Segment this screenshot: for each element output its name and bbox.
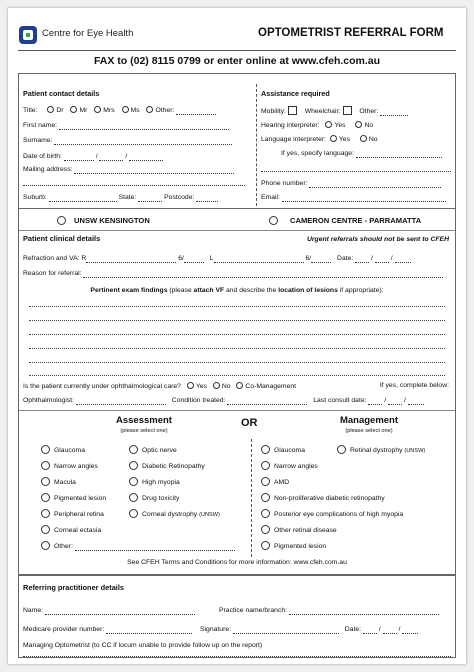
first-name-row: First name: (23, 122, 229, 130)
logo-icon (18, 25, 38, 45)
location-kensington[interactable]: UNSW KENSINGTON (57, 216, 150, 225)
fax-line: FAX to (02) 8115 0799 or enter online at www.cfeh.com.au (93, 55, 381, 67)
under-care-no[interactable]: No (213, 383, 231, 390)
ophthalmologist-row: Ophthalmologist: Condition treated: Last consult date: / / (23, 397, 424, 405)
findings-line-1[interactable] (29, 306, 445, 307)
findings-line-6[interactable] (29, 375, 445, 376)
contact-section (18, 73, 456, 209)
referrer-date-month[interactable] (383, 626, 397, 634)
consult-day[interactable] (368, 397, 382, 405)
mailing-line-2[interactable] (23, 178, 245, 186)
referrer-section (18, 574, 456, 658)
pertinent-findings: Pertinent exam findings (please attach VF and describe the location of lesions if appropriate): (90, 287, 384, 294)
title-option-mrs[interactable]: Mrs (94, 107, 114, 114)
clinical-rule (19, 410, 455, 411)
practice-field[interactable] (289, 607, 439, 615)
phone-field[interactable] (309, 180, 441, 188)
assessment-sub: (please select one) (120, 428, 168, 434)
assess-peripheral-retina[interactable]: Peripheral retina (41, 509, 104, 519)
findings-line-4[interactable] (29, 348, 445, 349)
mobility-row: Mobility: Wheelchair: Other: (261, 106, 408, 116)
email-row: Email: (261, 194, 446, 202)
assessment-heading: Assessment (116, 415, 172, 426)
managing-field[interactable] (23, 649, 451, 657)
assess-narrow-angles[interactable]: Narrow angles (41, 461, 98, 471)
title-other-field[interactable] (176, 107, 216, 115)
manage-npdr[interactable]: Non-proliferative diabetic retinopathy (261, 493, 385, 503)
assess-glaucoma[interactable]: Glaucoma (41, 445, 85, 455)
surname-field[interactable] (54, 137, 232, 145)
org-name: Centre for Eye Health (42, 28, 134, 39)
hearing-no[interactable]: No (355, 122, 373, 129)
clinical-heading: Patient clinical details (23, 234, 101, 243)
or-label: OR (241, 417, 258, 429)
language-row: Language interpreter: Yes No (261, 136, 378, 143)
referrer-name-row: Name: (23, 607, 195, 615)
refraction-row: Refraction and VA: R 6/ L 6/ Date: / / (23, 255, 411, 263)
assess-other-field[interactable] (75, 543, 235, 551)
terms-note: See CFEH Terms and Conditions for more information: www.cfeh.com.au (127, 559, 347, 566)
email-field[interactable] (282, 194, 446, 202)
location-rule (19, 230, 455, 231)
phone-row: Phone number: (261, 180, 441, 188)
dob-month[interactable] (99, 153, 123, 161)
manage-retinal-dystrophy[interactable]: Retinal dystrophy (UNSW) (337, 445, 425, 455)
provider-field[interactable] (106, 626, 192, 634)
suburb-row: Suburb: State: Postcode: (23, 194, 218, 202)
clinical-section (18, 208, 456, 576)
manage-amd[interactable]: AMD (261, 477, 289, 487)
assess-macula[interactable]: Macula (41, 477, 76, 487)
dob-day[interactable] (64, 153, 94, 161)
dob-row: Date of birth: / / (23, 153, 163, 161)
reason-row: Reason for referral: (23, 270, 443, 278)
under-care-yes[interactable]: Yes (187, 383, 207, 390)
va-r-field[interactable] (184, 255, 204, 263)
surname-row: Surname: (23, 137, 232, 145)
location-parramatta[interactable]: CAMERON CENTRE - PARRAMATTA (269, 216, 421, 225)
complete-below: If yes, complete below: (379, 382, 449, 389)
mobility-checkbox[interactable] (288, 106, 297, 115)
referrer-date-day[interactable] (363, 626, 377, 634)
hearing-yes[interactable]: Yes (325, 122, 345, 129)
state-field[interactable] (138, 194, 162, 202)
findings-line-3[interactable] (29, 334, 445, 335)
va-l-field[interactable] (311, 255, 331, 263)
referrer-name-field[interactable] (45, 607, 195, 615)
referrer-heading: Referring practitioner details (23, 583, 125, 592)
condition-field[interactable] (227, 397, 307, 405)
manage-narrow-angles[interactable]: Narrow angles (261, 461, 318, 471)
title-option-other[interactable]: Other: (146, 107, 174, 114)
findings-line-2[interactable] (29, 320, 445, 321)
title-row: Title: Dr Mr Mrs Ms Other: (23, 106, 216, 115)
referrer-date-year[interactable] (402, 626, 418, 634)
form-page (8, 8, 466, 664)
patient-contact-heading: Patient contact details (23, 89, 100, 98)
mailing-field[interactable] (74, 166, 234, 174)
specify-language-field[interactable] (356, 150, 442, 158)
under-care-comanage[interactable]: Co-Management (236, 383, 296, 390)
assess-high-myopia[interactable]: High myopia (129, 477, 180, 487)
management-heading: Management (339, 415, 399, 426)
consult-month[interactable] (388, 397, 402, 405)
refraction-date-month[interactable] (375, 255, 389, 263)
specify-row: If yes, specify language: (281, 150, 442, 158)
ophthalmologist-field[interactable] (76, 397, 166, 405)
management-sub: (please select one) (345, 428, 393, 434)
title-option-dr[interactable]: Dr (47, 107, 63, 114)
postcode-field[interactable] (196, 194, 218, 202)
assessment-divider (251, 439, 252, 557)
suburb-field[interactable] (49, 194, 117, 202)
language-no[interactable]: No (360, 136, 378, 143)
assess-other[interactable]: Other: (41, 541, 235, 551)
provider-row: Medicare provider number: Signature: Date: / / (23, 626, 418, 634)
wheelchair-checkbox[interactable] (343, 106, 352, 115)
manage-high-myopia[interactable]: Posterior eye complications of high myopia (261, 509, 403, 519)
under-care-row: Is the patient currently under ophthalmological care? Yes No Co-Management (23, 383, 297, 390)
title-option-mr[interactable]: Mr (70, 107, 87, 114)
logo (18, 25, 38, 45)
first-name-field[interactable] (59, 122, 229, 130)
practice-row: Practice name/branch: (219, 607, 439, 615)
language-yes[interactable]: Yes (330, 136, 350, 143)
assess-drug-toxicity[interactable]: Drug toxicity (129, 493, 179, 503)
assess-optic-nerve[interactable]: Optic nerve (129, 445, 177, 455)
title-option-ms[interactable]: Ms (122, 107, 140, 114)
title-rule (18, 50, 456, 51)
urgent-note: Urgent referrals should not be sent to CFEH (307, 236, 449, 243)
manage-glaucoma[interactable]: Glaucoma (261, 445, 305, 455)
assess-diabetic-retinopathy[interactable]: Diabetic Retinopathy (129, 461, 205, 471)
manage-pigmented-lesion[interactable]: Pigmented lesion (261, 541, 326, 551)
findings-line-5[interactable] (29, 362, 445, 363)
dob-year[interactable] (129, 153, 163, 161)
managing-row: Managing Optometrist (to CC if locum unable to provide follow up on the report) (23, 642, 263, 649)
assess-pigmented-lesion[interactable]: Pigmented lesion (41, 493, 106, 503)
refraction-l-field[interactable] (214, 255, 304, 263)
assess-corneal-dystrophy[interactable]: Corneal dystrophy (UNSW) (129, 509, 220, 519)
assess-corneal-ectasia[interactable]: Corneal ectasia (41, 525, 101, 535)
refraction-date-year[interactable] (395, 255, 411, 263)
manage-other-retinal[interactable]: Other retinal disease (261, 525, 337, 535)
signature-field[interactable] (233, 626, 339, 634)
mailing-row: Mailing address: (23, 166, 234, 174)
assistance-heading: Assistance required (261, 89, 330, 98)
contact-divider (256, 84, 257, 206)
hearing-row: Hearing interpreter: Yes No (261, 122, 374, 129)
consult-year[interactable] (408, 397, 424, 405)
assistance-blank-line[interactable] (261, 164, 451, 172)
reason-field[interactable] (83, 270, 443, 278)
refraction-date-day[interactable] (355, 255, 369, 263)
assistance-other-field[interactable] (380, 108, 408, 116)
form-title: OPTOMETRIST REFERRAL FORM (258, 27, 444, 39)
refraction-r-field[interactable] (86, 255, 176, 263)
